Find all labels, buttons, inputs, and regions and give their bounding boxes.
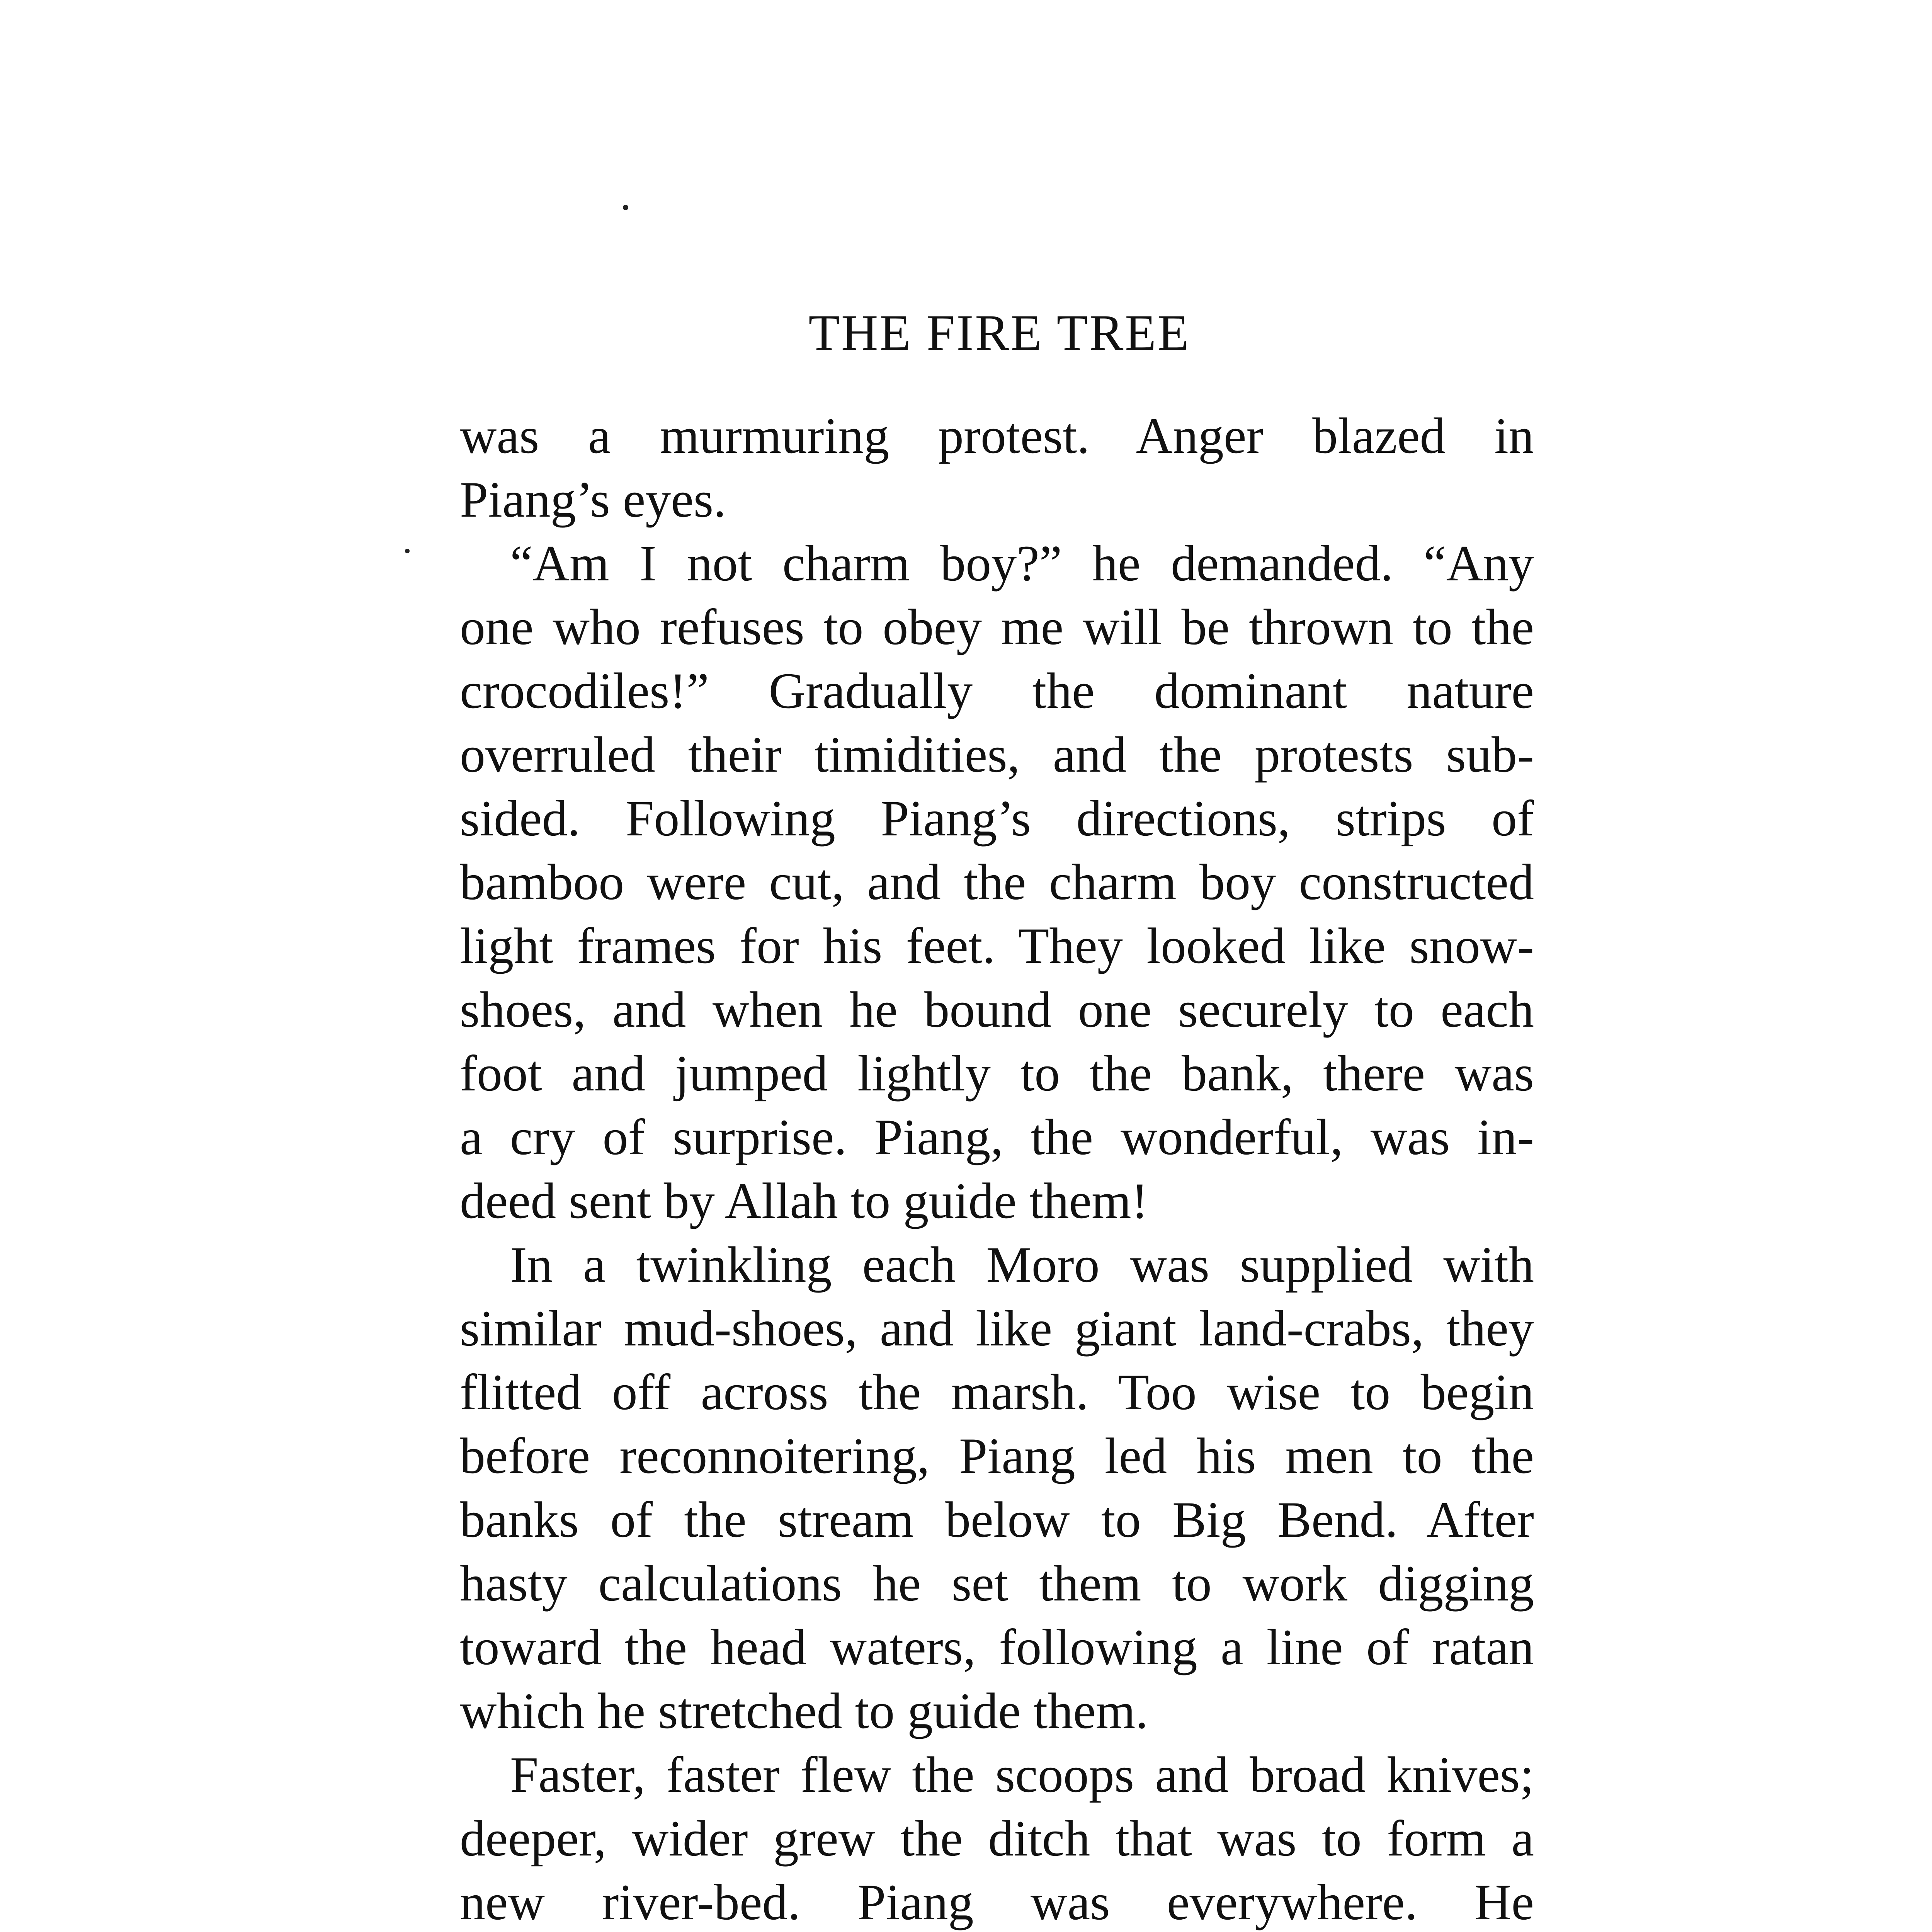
text-line: Faster, faster flew the scoops and broad knives; bbox=[510, 1746, 1534, 1803]
scan-speck bbox=[623, 205, 628, 210]
text-line: bamboo were cut, and the charm boy constructed bbox=[460, 854, 1534, 910]
text-line: which he stretched to guide them. bbox=[460, 1682, 1148, 1739]
text-line: a cry of surprise. Piang, the wonderful, was in- bbox=[460, 1109, 1534, 1165]
scan-speck bbox=[405, 549, 410, 553]
text-line: new river-bed. Piang was everywhere. He bbox=[460, 1874, 1534, 1930]
text-line: shoes, and when he bound one securely to each bbox=[460, 981, 1534, 1038]
text-line: In a twinkling each Moro was supplied with bbox=[510, 1236, 1534, 1293]
text-line: was a murmuring protest. Anger blazed in bbox=[460, 407, 1534, 464]
text-line: “Am I not charm boy?” he demanded. “Any bbox=[510, 535, 1534, 592]
text-line: deeper, wider grew the ditch that was to form a bbox=[460, 1810, 1534, 1867]
text-line: before reconnoitering, Piang led his men to the bbox=[460, 1427, 1534, 1484]
text-line: similar mud-shoes, and like giant land-crabs, they bbox=[460, 1300, 1534, 1357]
text-line: crocodiles!” Gradually the dominant nature bbox=[460, 662, 1534, 719]
text-line: flitted off across the marsh. Too wise to begin bbox=[460, 1364, 1534, 1420]
text-line: foot and jumped lightly to the bank, there was bbox=[460, 1045, 1534, 1102]
text-line: light frames for his feet. They looked like snow- bbox=[460, 917, 1534, 974]
text-line: one who refuses to obey me will be thrown to the bbox=[460, 599, 1534, 655]
text-line: toward the head waters, following a line of ratan bbox=[460, 1619, 1534, 1675]
text-line: Piang’s eyes. bbox=[460, 471, 726, 528]
body-text bbox=[460, 404, 1534, 1932]
text-line: banks of the stream below to Big Bend. After bbox=[460, 1491, 1534, 1548]
running-head: THE FIRE TREE bbox=[808, 304, 1190, 361]
text-line: overruled their timidities, and the protests sub- bbox=[460, 726, 1534, 783]
text-line: deed sent by Allah to guide them! bbox=[460, 1172, 1148, 1229]
text-line: hasty calculations he set them to work digging bbox=[460, 1555, 1534, 1612]
text-line: sided. Following Piang’s directions, strips of bbox=[460, 790, 1534, 847]
